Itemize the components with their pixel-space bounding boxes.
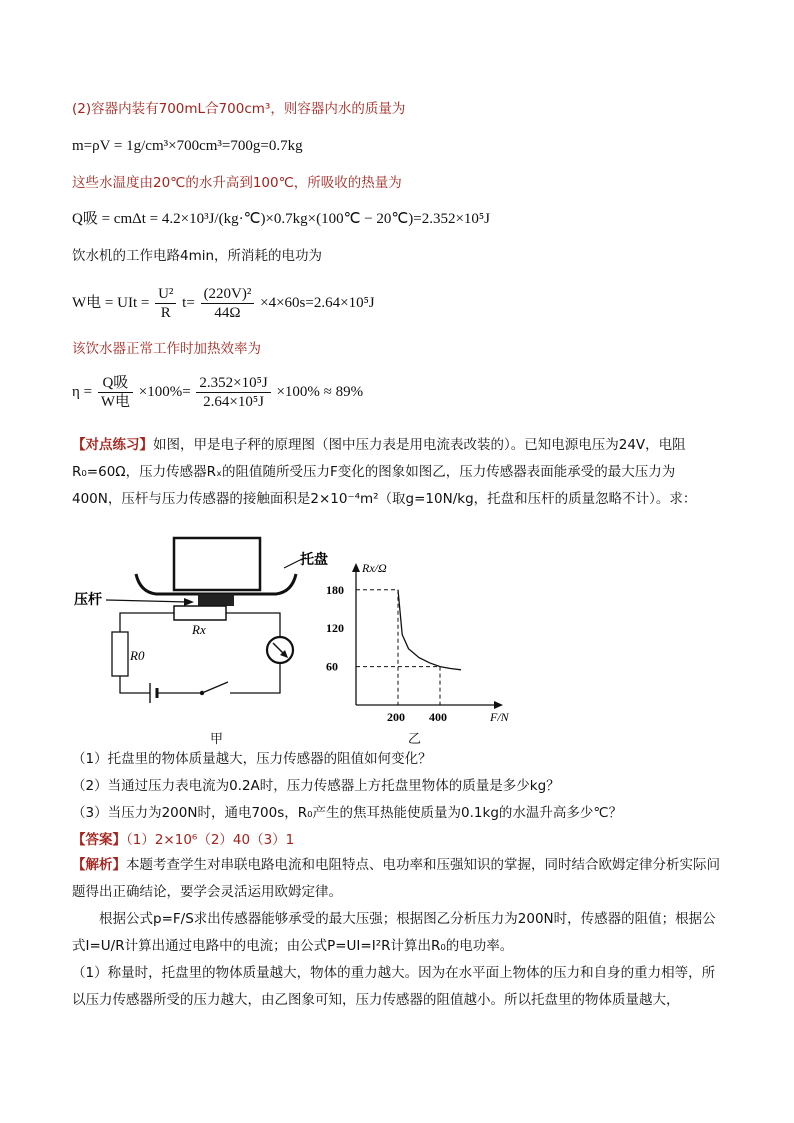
figure-caption-right: 乙 bbox=[408, 732, 422, 747]
equation-mass: m=ρV = 1g/cm³×700cm³=700g=0.7kg bbox=[72, 138, 303, 154]
analysis-tag: 【解析】 bbox=[72, 857, 126, 873]
x-axis-arrow bbox=[494, 701, 503, 709]
work-frac1-num: U² bbox=[155, 285, 176, 304]
equation-efficiency bbox=[72, 372, 363, 412]
rod-arrow-line bbox=[106, 600, 188, 602]
eff-frac2-num: 2.352×10⁵J bbox=[196, 374, 270, 393]
y-axis-arrow bbox=[352, 563, 360, 572]
text-line-temperature: 这些水温度由20℃的水升高到100℃，所吸收的热量为 bbox=[72, 175, 402, 191]
analysis-paragraph-2: 根据公式p=F/S求出传感器能够承受的最大压强；根据图乙分析压力为200N时，传感器的阻值；根据公式I=U/R计算出通过电路中的电流；由公式P=UI=I²R计算出R₀的电功率。 bbox=[72, 911, 716, 954]
work-fraction-2 bbox=[201, 285, 255, 322]
wire-bottom-right bbox=[230, 663, 280, 693]
equation-heat: Q吸 = cmΔt = 4.2×10³J/(kg·℃)×0.7kg×(100℃ − 20℃)=2.352×10⁵J bbox=[72, 211, 490, 227]
practice-paragraph bbox=[72, 432, 724, 513]
work-rhs: ×4×60s=2.64×10⁵J bbox=[260, 295, 375, 311]
eff-frac1-num: Q吸 bbox=[98, 374, 133, 393]
work-fraction-1 bbox=[155, 285, 176, 322]
text-line-container-volume: (2)容器内装有700mL合700cm³，则容器内水的质量为 bbox=[72, 101, 406, 117]
weight-box bbox=[174, 538, 260, 590]
wire-left-top bbox=[120, 613, 174, 632]
answer-line bbox=[72, 831, 294, 849]
eff-lhs: η = bbox=[72, 384, 93, 400]
question-3: （3）当压力为200N时，通电700s，R₀产生的焦耳热能使质量为0.1kg的水温升高多少℃？ bbox=[72, 805, 623, 821]
eff-rhs: ×100% ≈ 89% bbox=[276, 384, 364, 400]
question-1: （1）托盘里的物体质量越大，压力传感器的阻值如何变化？ bbox=[72, 751, 432, 767]
work-frac2-den: 44Ω bbox=[214, 305, 241, 322]
press-rod bbox=[198, 594, 234, 606]
text-line-efficiency: 该饮水器正常工作时加热效率为 bbox=[72, 341, 261, 357]
y-axis-label: Rx/Ω bbox=[362, 561, 387, 575]
work-frac2-num: (220V)² bbox=[201, 285, 255, 304]
analysis-paragraph bbox=[72, 852, 724, 906]
wire-left-bottom bbox=[120, 676, 150, 693]
resistance-curve bbox=[398, 590, 461, 670]
x-tick-label: 400 bbox=[429, 710, 447, 724]
eff-mid: ×100%= bbox=[138, 384, 191, 400]
eff-fraction-1 bbox=[98, 374, 133, 411]
text-line-work-time: 饮水机的工作电路4min，所消耗的电功为 bbox=[72, 248, 323, 264]
y-tick-label: 60 bbox=[326, 659, 338, 674]
eff-frac2-den: 2.64×10⁵J bbox=[203, 394, 264, 411]
figure-caption-left: 甲 bbox=[210, 732, 224, 747]
work-mid: t= bbox=[182, 295, 195, 311]
eff-frac1-den: W电 bbox=[100, 394, 130, 411]
practice-tag: 【对点练习】 bbox=[72, 437, 153, 453]
tray-arrow bbox=[284, 560, 300, 568]
resistance-force-chart bbox=[318, 555, 508, 725]
answer-text: （1）2×10⁶（2）40（3）1 bbox=[126, 832, 295, 848]
tray-label: 托盘 bbox=[300, 553, 328, 568]
rod-arrow-head bbox=[184, 598, 194, 606]
circuit-diagram bbox=[70, 530, 328, 760]
rod-label: 压杆 bbox=[74, 593, 102, 608]
rx-label: Rx bbox=[192, 622, 206, 637]
answer-tag: 【答案】 bbox=[72, 832, 126, 848]
resistor-r0 bbox=[112, 632, 128, 676]
wire-right-top bbox=[226, 613, 280, 637]
r0-label: R0 bbox=[130, 648, 145, 663]
work-lhs: W电 = UIt = bbox=[72, 295, 150, 311]
practice-text: 如图，甲是电子秤的原理图（图中压力表是用电流表改装的）。已知电源电压为24V，电阻R₀=60Ω，压力传感器Rₓ的阻值随所受压力F变化的图象如图乙，压力传感器表面能承受的最大压力为400N，压杆与压力传感器的接触面积是2×10⁻⁴m²（取g=10N/kg，托盘和压杆的质量忽略不计）。求： bbox=[72, 437, 697, 507]
x-axis-label: F/N bbox=[490, 710, 509, 724]
analysis-text: 本题考查学生对串联电路电流和电阻特点、电功率和压强知识的掌握，同时结合欧姆定律分析实际问题得出正确结论，要学会灵活运用欧姆定律。 bbox=[72, 857, 720, 900]
sensor-rx bbox=[174, 606, 226, 620]
equation-work bbox=[72, 283, 375, 323]
switch-blade bbox=[202, 682, 228, 693]
work-frac1-den: R bbox=[160, 305, 171, 322]
question-2: （2）当通过压力表电流为0.2A时，压力传感器上方托盘里物体的质量是多少kg？ bbox=[72, 778, 560, 794]
x-tick-label: 200 bbox=[387, 710, 405, 724]
analysis-paragraph-3: （1）称量时，托盘里的物体质量越大，物体的重力越大。因为在水平面上物体的压力和自身的重力相等，所以压力传感器所受的压力越大，由乙图象可知，压力传感器的阻值越小。所以托盘里的物体质量越大， bbox=[72, 965, 716, 1008]
y-tick-label: 180 bbox=[326, 582, 344, 597]
y-tick-label: 120 bbox=[326, 621, 344, 636]
eff-fraction-2 bbox=[196, 374, 270, 411]
